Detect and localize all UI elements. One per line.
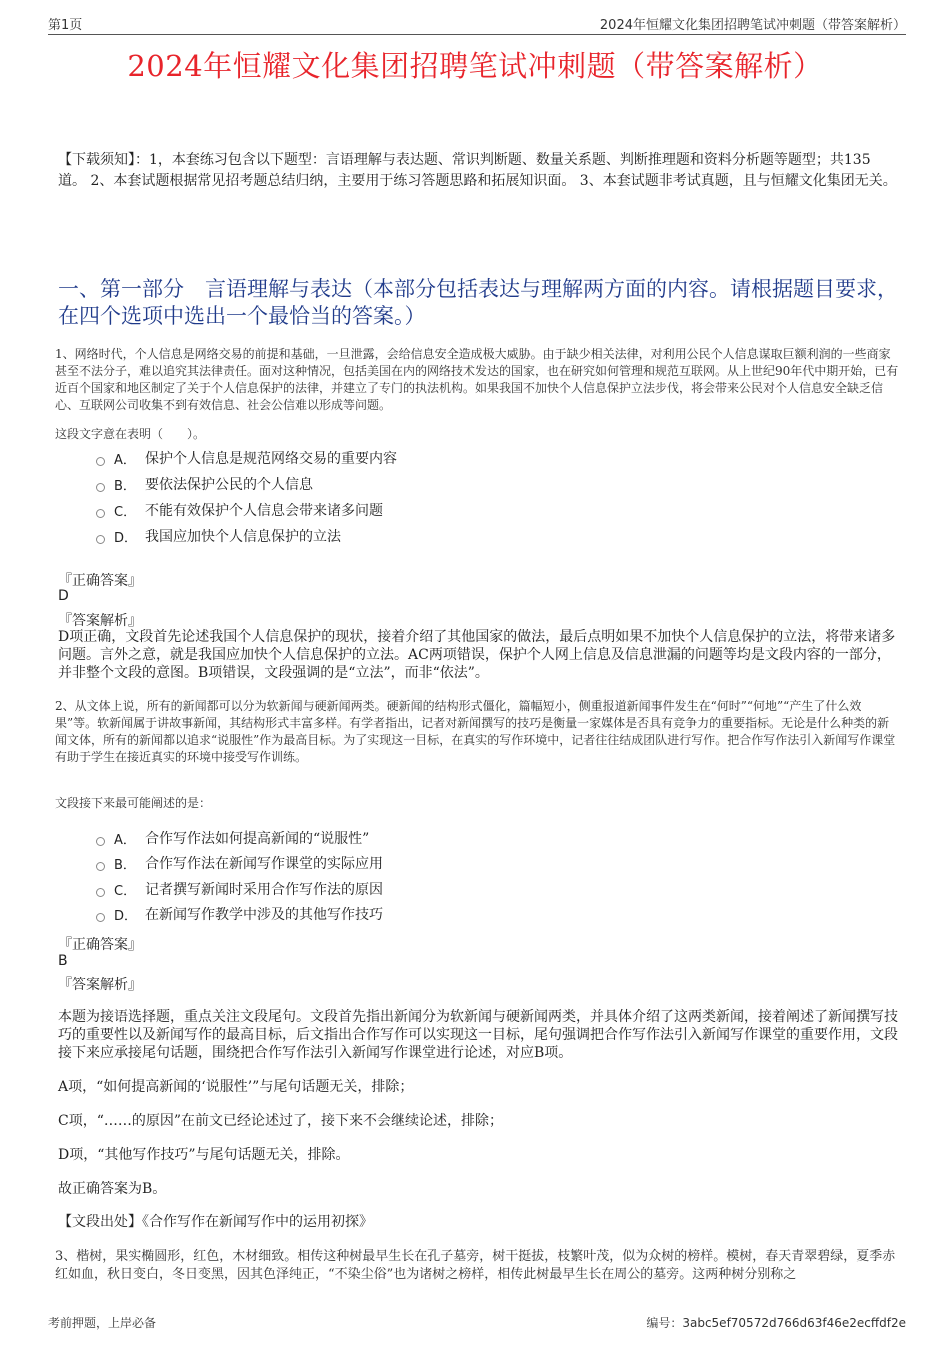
answer-analysis: 本题为接语选择题，重点关注文段尾句。文段首先指出新闻分为软新闻与硬新闻两类，并具体介绍了这两类新闻，接着阐述了新闻撰写技巧的重要性以及新闻写作的最高目标，后文指出合作写作可以实现这一目标，尾句强调把合作写作法引入新闻写作课堂的重要作用，文段接下来应承接尾句话题，围绕把合作写作法引入新闻写作课堂进行论述，对应B项。	[58, 1009, 898, 1061]
radio-icon[interactable]	[96, 913, 105, 922]
radio-icon[interactable]	[96, 837, 105, 846]
radio-icon[interactable]	[96, 888, 105, 897]
answer-analysis: D项正确，文段首先论述我国个人信息保护的现状，接着介绍了其他国家的做法，最后点明如果不加快个人信息保护的立法，将带来诸多问题。言外之意，就是我国应加快个人信息保护的立法。AC两项错误，保护个人网上信息及信息泄漏的问题等均是文段内容的一部分，并非整个文段的意图。B项错误，文段强调的是“立法”，而非“依法”。	[58, 629, 896, 681]
correct-answer-label: 『正确答案』	[58, 573, 142, 589]
page-number: 第1页	[48, 18, 83, 33]
download-notice: 【下载须知】：1，本套练习包含以下题型：言语理解与表达题、常识判断题、数量关系题、判断推理题和资料分析题等题型；共135道。 2、本套试题根据常见招考题总结归纳，主要用于练习答题思路和拓展知识面。 3、本套试题非考试真题，且与恒耀文化集团无关。	[58, 152, 897, 189]
option-letter: B．	[114, 857, 136, 873]
option-text: 不能有效保护个人信息会带来诸多问题	[145, 503, 383, 519]
page-title: 2024年恒耀文化集团招聘笔试冲刺题（带答案解析）	[127, 49, 823, 83]
header-doc-title: 2024年恒耀文化集团招聘笔试冲刺题（带答案解析）	[599, 18, 906, 33]
radio-icon[interactable]	[96, 509, 105, 518]
correct-answer: B	[58, 953, 68, 969]
question-1-option-c[interactable]	[96, 500, 383, 520]
option-letter: D．	[114, 908, 138, 924]
question-1-option-b[interactable]	[96, 474, 313, 494]
option-letter: C．	[114, 504, 137, 520]
option-text: 记者撰写新闻时采用合作写作法的原因	[145, 882, 383, 898]
option-text: 在新闻写作教学中涉及的其他写作技巧	[145, 907, 383, 923]
analysis-conclusion: 故正确答案为B。	[58, 1181, 167, 1197]
question-1-prompt: 这段文字意在表明（ ）。	[55, 427, 206, 441]
analysis-note-d: D项，“其他写作技巧”与尾句话题无关，排除。	[58, 1147, 350, 1163]
correct-answer: D	[58, 588, 69, 604]
footer-slogan: 考前押题，上岸必备	[48, 1316, 157, 1330]
question-2-option-c[interactable]	[96, 879, 383, 899]
question-2-option-d[interactable]	[96, 904, 383, 924]
question-1-option-d[interactable]	[96, 526, 341, 546]
analysis-label: 『答案解析』	[58, 977, 142, 993]
radio-icon[interactable]	[96, 535, 105, 544]
question-2-text: 2、从文体上说，所有的新闻都可以分为软新闻与硬新闻两类。硬新闻的结构形式僵化，篇幅短小，侧重报道新闻事件发生在“何时”“何地”“产生了什么效果”等。软新闻属于讲故事新闻，其结构形式丰富多样。有学者指出，记者对新闻撰写的技巧是衡量一家媒体是否具有竞争力的重要指标。无论是什么种类的新闻文体，所有的新闻都以追求“说服性”作为最高目标。为了实现这一目标，在真实的写作环境中，记者往往结成团队进行写作。把合作写作法引入新闻写作课堂有助于学生在接近真实的环境中接受写作训练。	[55, 699, 896, 764]
option-letter: A．	[114, 832, 136, 848]
analysis-note-a: A项，“如何提高新闻的‘说服性’”与尾句话题无关，排除；	[58, 1079, 414, 1095]
option-letter: A．	[114, 452, 136, 468]
option-text: 要依法保护公民的个人信息	[145, 477, 313, 493]
correct-answer-label: 『正确答案』	[58, 937, 142, 953]
question-2-option-b[interactable]	[96, 853, 383, 873]
option-text: 保护个人信息是规范网络交易的重要内容	[145, 451, 397, 467]
analysis-label: 『答案解析』	[58, 613, 142, 629]
question-1-text: 1、网络时代，个人信息是网络交易的前提和基础，一旦泄露，会给信息安全造成极大威胁。由于缺少相关法律，对利用公民个人信息谋取巨额利润的一些商家甚至不法分子，难以追究其法律责任。面对这种情况，包括美国在内的网络技术发达的国家，也在研究如何管理和规范互联网。从上世纪90年代中期开始，已有近百个国家和地区制定了关于个人信息保护的法律，并建立了专门的执法机构。如果我国不加快个人信息保护立法步伐，将会带来公民对个人信息安全缺乏信心、互联网公司收集不到有效信息、社会公信难以形成等问题。	[55, 347, 899, 412]
radio-icon[interactable]	[96, 483, 105, 492]
section-title: 一、第一部分 言语理解与表达（本部分包括表达与理解两方面的内容。请根据题目要求，在四个选项中选出一个最恰当的答案。）	[58, 277, 898, 328]
radio-icon[interactable]	[96, 457, 105, 466]
option-text: 合作写作法在新闻写作课堂的实际应用	[145, 856, 383, 872]
header-divider	[48, 34, 906, 35]
question-2-prompt: 文段接下来最可能阐述的是：	[55, 796, 212, 810]
text-source: 【文段出处】《合作写作在新闻写作中的运用初探》	[58, 1214, 373, 1230]
option-letter: D．	[114, 530, 138, 546]
option-text: 我国应加快个人信息保护的立法	[145, 529, 341, 545]
option-letter: C．	[114, 883, 137, 899]
question-3-text: 3、楷树，果实椭圆形，红色，木材细致。相传这种树最早生长在孔子墓旁，树干挺拔，枝繁叶茂，似为众树的榜样。模树，春天青翠碧绿，夏季赤红如血，秋日变白，冬日变黑，因其色泽纯正，“不染尘俗”也为诸树之榜样，相传此树最早生长在周公的墓旁。这两种树分别称之	[55, 1249, 896, 1282]
analysis-note-c: C项，“……的原因”在前文已经论述过了，接下来不会继续论述，排除；	[58, 1113, 504, 1129]
radio-icon[interactable]	[96, 862, 105, 871]
question-1-option-a[interactable]	[96, 448, 397, 468]
footer-doc-id: 编号：3abc5ef70572d766d63f46e2ecffdf2e	[646, 1316, 906, 1330]
question-2-option-a[interactable]	[96, 828, 369, 848]
option-text: 合作写作法如何提高新闻的“说服性”	[145, 831, 370, 847]
option-letter: B．	[114, 478, 136, 494]
